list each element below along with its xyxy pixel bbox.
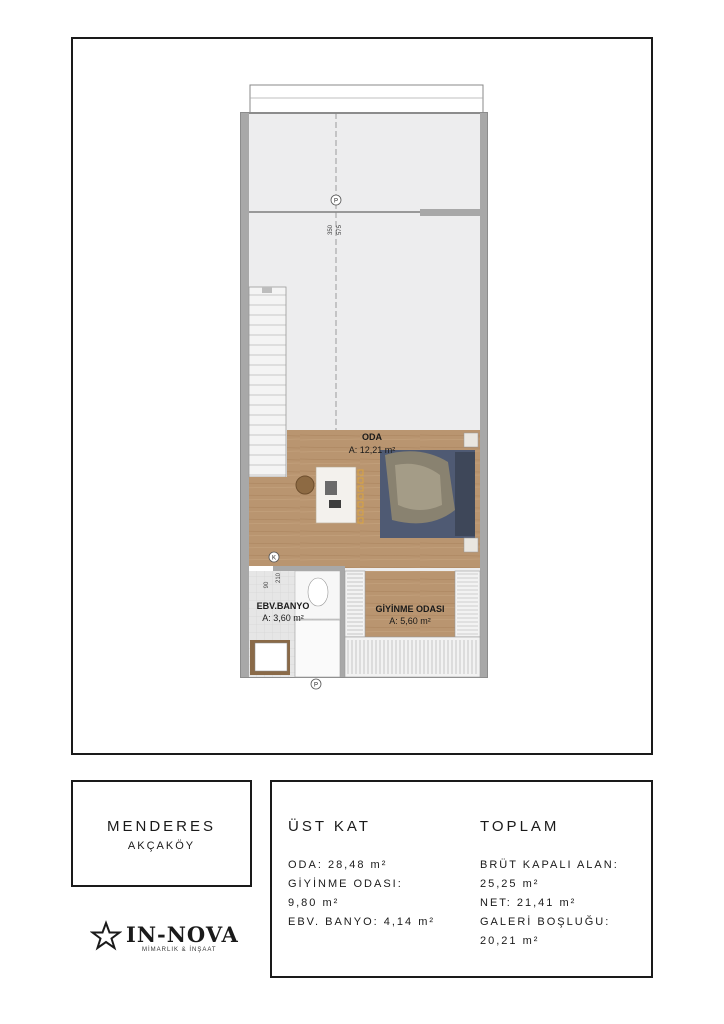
- room-giyinme-name: GİYİNME ODASI: [375, 604, 445, 614]
- total-line: GALERİ BOŞLUĞU:: [480, 916, 611, 928]
- floor-title: ÜST KAT: [288, 818, 371, 835]
- room-banyo-area: A: 3,60 m²: [262, 613, 304, 623]
- bath-dressing-wall: [340, 566, 345, 677]
- staircase: [249, 287, 286, 477]
- total-line: 20,21 m²: [480, 935, 540, 947]
- dim-575: 575: [337, 224, 343, 236]
- total-title: TOPLAM: [480, 818, 560, 835]
- chair-icon: [296, 476, 314, 494]
- left-wall: [241, 113, 249, 677]
- svg-text:K: K: [271, 555, 277, 562]
- sink-icon: [255, 643, 287, 671]
- svg-text:P: P: [333, 198, 339, 205]
- project-name: MENDERES: [106, 818, 216, 835]
- floor-line: GİYİNME ODASI:: [288, 878, 403, 890]
- logo-subtitle: MİMARLIK & İNŞAAT: [142, 947, 217, 953]
- toilet-icon: [308, 578, 328, 606]
- floor-line: EBV. BANYO: 4,14 m²: [288, 916, 436, 928]
- svg-text:P: P: [313, 682, 319, 689]
- project-box: [71, 780, 252, 887]
- floor-line: 9,80 m²: [288, 897, 340, 909]
- total-line: 25,25 m²: [480, 878, 540, 890]
- p-marker-bottom: [311, 679, 321, 689]
- total-line: NET: 21,41 m²: [480, 897, 577, 909]
- project-location: AKÇAKÖY: [127, 840, 196, 852]
- right-wall: [480, 113, 487, 677]
- bathroom: [249, 571, 340, 677]
- company-logo: [90, 920, 240, 960]
- balcony-railing: [250, 85, 483, 113]
- room-banyo-name: EBV.BANYO: [256, 601, 310, 611]
- k-marker: [269, 552, 279, 562]
- room-oda-area: A: 12,21 m²: [348, 445, 396, 455]
- dim-90: 90: [264, 581, 270, 589]
- floor-line: ODA: 28,48 m²: [288, 859, 388, 871]
- total-line: BRÜT KAPALI ALAN:: [480, 859, 619, 871]
- room-oda-name: ODA: [362, 432, 382, 442]
- bath-door: [249, 566, 273, 571]
- dim-210: 210: [276, 572, 282, 584]
- star-icon: [90, 920, 122, 952]
- logo-name: IN-NOVA: [126, 922, 239, 947]
- shower-icon: [295, 620, 340, 677]
- p-marker-top: [331, 195, 341, 205]
- room-giyinme-area: A: 5,60 m²: [389, 616, 431, 626]
- dim-350: 350: [328, 224, 334, 236]
- area-info-box: [270, 780, 653, 978]
